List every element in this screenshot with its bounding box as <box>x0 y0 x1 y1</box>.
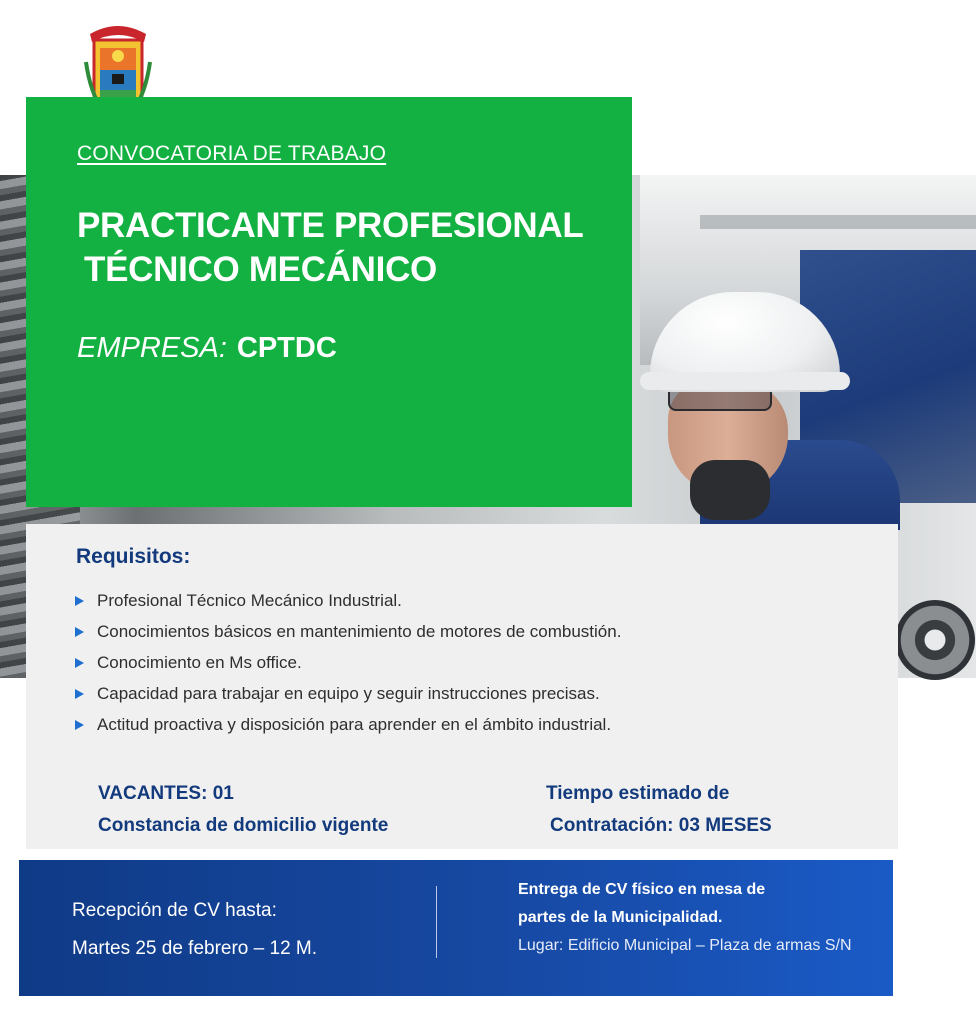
list-item <box>75 682 621 713</box>
requirement-text: Actitud proactiva y disposición para aprender en el ámbito industrial. <box>97 715 612 734</box>
job-call-kicker: CONVOCATORIA DE TRABAJO <box>77 142 387 165</box>
company-line <box>77 332 337 365</box>
machine-wheel <box>895 600 975 680</box>
bullet-arrow-icon <box>75 689 84 699</box>
delivery-line2: partes de la Municipalidad. <box>518 909 723 926</box>
duration-line1: Tiempo estimado de <box>546 783 730 804</box>
requirement-text: Conocimientos básicos en mantenimiento de motores de combustión. <box>97 622 622 641</box>
company-name: CPTDC <box>236 332 337 364</box>
requirement-text: Conocimiento en Ms office. <box>97 653 302 672</box>
delivery-place: Lugar: Edificio Municipal – Plaza de armas S/N <box>518 937 852 954</box>
list-item <box>75 651 621 682</box>
duration-line2: Contratación: 03 MESES <box>550 815 772 836</box>
reception-date: Martes 25 de febrero – 12 M. <box>72 938 318 959</box>
job-title <box>77 204 583 292</box>
residence-requirement: Constancia de domicilio vigente <box>98 815 389 836</box>
work-glove <box>690 460 770 520</box>
list-item <box>75 589 621 620</box>
list-item <box>75 620 621 651</box>
job-title-line1: PRACTICANTE PROFESIONAL <box>77 206 584 245</box>
requirement-text: Capacidad para trabajar en equipo y seguir instrucciones precisas. <box>97 684 600 703</box>
company-label: EMPRESA: <box>77 332 227 364</box>
delivery-line1: Entrega de CV físico en mesa de <box>518 881 766 898</box>
bullet-arrow-icon <box>75 720 84 730</box>
reception-label: Recepción de CV hasta: <box>72 900 277 921</box>
job-title-line2: TÉCNICO MECÁNICO <box>84 250 437 289</box>
footer-divider <box>436 886 437 958</box>
hard-hat-brim <box>640 372 850 390</box>
vacancies-count: VACANTES: 01 <box>98 783 234 804</box>
requirements-list <box>75 589 621 744</box>
duration-info <box>546 778 772 842</box>
delivery-info <box>518 876 868 960</box>
bullet-arrow-icon <box>75 627 84 637</box>
requirements-title: Requisitos: <box>76 545 191 568</box>
requirement-text: Profesional Técnico Mecánico Industrial. <box>97 591 402 610</box>
ceiling-beam <box>700 215 976 229</box>
bullet-arrow-icon <box>75 596 84 606</box>
reception-info <box>72 892 317 968</box>
vacancy-info <box>98 778 388 842</box>
list-item <box>75 713 621 744</box>
bullet-arrow-icon <box>75 658 84 668</box>
